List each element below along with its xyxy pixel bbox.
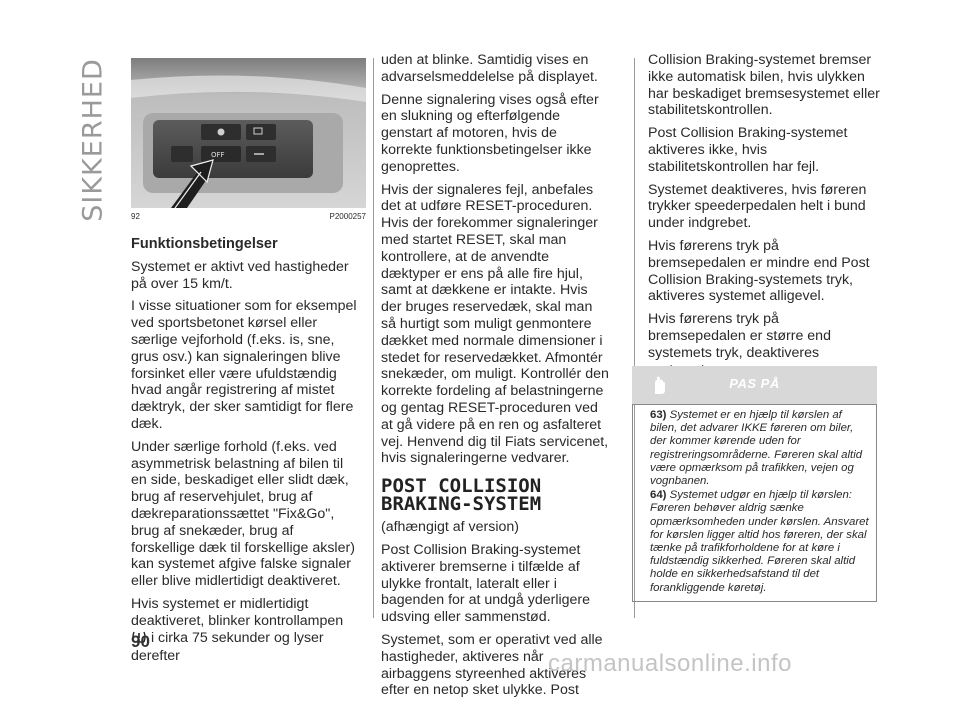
paragraph: Systemet deaktiveres, hvis føreren trykker speederpedalen helt i bund under indgrebet.	[648, 181, 867, 232]
switch-panel-illustration	[131, 58, 366, 208]
text-column-1	[131, 236, 361, 671]
paragraph: Hvis der signaleres fejl, anbefales det at udføre RESET-proceduren. Hvis der forekommer signaleringer med startet RESET, skal man kontrollere, at de anvendte dæktyper er ens på alle fire hjul, samt at dækkene er intakte. Hvis der bruges reservedæk, skal man så hurtigt som muligt genmontere dækket med normale dimensioner i stedet for reservedækket. Afmontér snekæder, om muligt. Kontrollér den korrekte fordeling af belastningerne og gentag RESET-proceduren ved at gå videre på en ren og asfalteret vej. Henvend dig til Fiats servicenet, hvis signaleringerne vedvarer.	[381, 181, 609, 467]
subheading-conditions: Funktionsbetingelser	[131, 236, 278, 252]
dashboard-switch-photo	[131, 58, 366, 208]
page-number: 90	[131, 632, 150, 651]
column-divider	[373, 58, 374, 618]
paragraph-with-icon	[131, 596, 361, 665]
note-number: 63)	[650, 409, 667, 421]
warning-header	[632, 366, 877, 404]
section-heading-post-collision: POST COLLISION BRAKING-SYSTEM	[381, 475, 542, 516]
paragraph: Systemet, som er operativt ved alle hastigheder, aktiveres når airbaggens styreenhed aktiveres efter en netop sket ulykke. Post	[381, 631, 603, 699]
chapter-title-text: SIKKERHED	[77, 58, 109, 222]
paragraph: (afhængigt af version)	[381, 519, 520, 536]
text-column-2	[381, 52, 611, 705]
text-column-3	[648, 52, 880, 384]
paragraph: Hvis førerens tryk på bremsepedalen er større end systemets tryk, deaktiveres	[648, 311, 831, 361]
watermark-text: carmanualsonline.info	[548, 650, 792, 677]
figure-code: P2000257	[329, 212, 366, 221]
paragraph: Post Collision Braking-systemet aktiveres ikke, hvis stabilitetskontrollen har fejl.	[648, 125, 848, 175]
note-text: Systemet er en hjælp til kørslen af bilen, det advarer IKKE føreren om biler, der kommer kørende uden for registreringsområderne. Føreren skal altid være opmærksom på trafikken, vejen og vognbanen.	[650, 409, 863, 488]
svg-text:OFF: OFF	[211, 151, 225, 159]
note-number: 64)	[650, 489, 667, 502]
paragraph-text: i cirka 75 sekunder og lyser derefter	[131, 629, 324, 665]
paragraph: Denne signalering vises også efter en slukning og efterfølgende genstart af motoren, hvis de korrekte funktionsbetingelser ikke genoprettes.	[381, 91, 599, 175]
paragraph-text: Hvis systemet er midlertidigt deaktiveret, blinker kontrollampen	[131, 595, 344, 629]
paragraph: Systemet er aktivt ved hastigheder på over 15 km/t.	[131, 258, 349, 292]
paragraph: Hvis førerens tryk på bremsepedalen er mindre end Post Collision Braking-systemets tryk, aktiveres systemet alligevel.	[648, 237, 870, 305]
warning-title: PAS PÅ	[729, 376, 780, 391]
warning-note	[650, 409, 872, 488]
paragraph: Under særlige forhold (f.eks. ved asymmetrisk belastning af bilen til en side, beskadiget eller slidt dæk, brug af reservehjulet, brug af dækreparationssættet "Fix&Go", brug af snekæder, brug af forskellige dæk til forskellige aksler) kan systemet afgive falske signaler eller blive midlertidigt deaktiveret.	[131, 438, 355, 590]
note-text: Systemet udgør en hjælp til kørslen: Føreren behøver aldrig sænke opmærksomheden under kørslen. Ansvaret for kørslen ligger altid hos føreren, der skal tænke på trafikforholdene for at køre i fuldstændig sikkerhed. Føreren skal altid holde en sikkerhedsafstand til det forankliggende køretøj.	[650, 489, 869, 594]
chapter-side-title	[78, 50, 108, 230]
paragraph: uden at blinke. Samtidig vises en advarselsmeddelelse på displayet.	[381, 52, 598, 85]
paragraph: Collision Braking-systemet bremser ikke automatisk bilen, hvis ulykken har beskadiget bremsesystemet eller stabilitetskontrollen.	[648, 52, 880, 119]
paragraph: Post Collision Braking-systemet aktiverer bremserne i tilfælde af ulykke frontalt, lateralt eller i bagenden for at undgå yderligere udsving eller sammenstød.	[381, 541, 591, 626]
paragraph: I visse situationer som for eksempel ved sportsbetonet kørsel eller særlige vejforhold (f.eks. is, sne, grus osv.) kan signaleringen blive forsinket eller være ufuldstændig hvad angår registrering af mistet dæktryk, der sker samtidigt for flere dæk.	[131, 298, 357, 432]
warning-notes	[650, 409, 872, 596]
figure-number: 92	[131, 212, 140, 221]
warning-note	[650, 489, 872, 595]
